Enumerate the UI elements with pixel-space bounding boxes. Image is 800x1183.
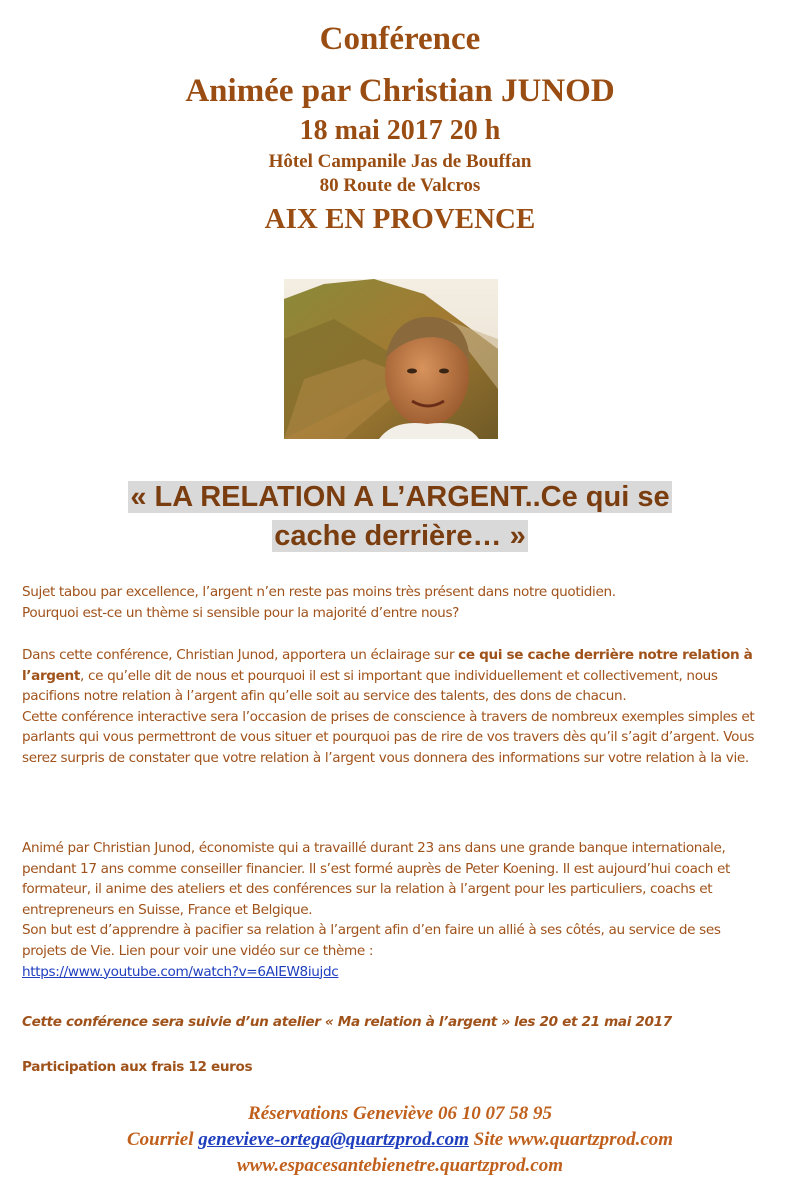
- video-link[interactable]: https://www.youtube.com/watch?v=6AIEW8iujdc: [22, 963, 339, 980]
- site-line: www.espacesantebienetre.quartzprod.com: [237, 1155, 563, 1176]
- description-bold: ce qui se cache derrière notre relation à l’argent: [22, 647, 753, 684]
- intro-line2: Pourquoi est-ce un thème si sensible pour la majorité d’entre nous?: [22, 604, 460, 621]
- description-rest: , ce qu’elle dit de nous et pourquoi il est si important que individuellement et collectivement, nous pacifions notre relation à l’argent afin qu’elle soit au service des talents, des dons de chacun.: [22, 667, 718, 705]
- bio-text: Animé par Christian Junod, économiste qui a travaillé durant 23 ans dans une grande banque internationale, pendant 17 ans comme conseiller financier. Il s’est formé auprès de Peter Koening. Il est aujourd’hui coach et formateur, il anime des ateliers et des conférences sur la relation à l’argent pour les particuliers, coachs et entrepreneurs en Suisse, France et Belgique.: [22, 840, 730, 918]
- event-city: AIX EN PROVENCE: [264, 203, 536, 235]
- main-title: [0, 478, 800, 556]
- intro-line1: Sujet tabou par excellence, l’argent n’en reste pas moins très présent dans notre quotidien.: [22, 584, 616, 600]
- bio-goal: Son but est d’apprendre à pacifier sa relation à l’argent afin d’en faire un allié à ses côtés, au service de ses projets de Vie. Lien pour voir une vidéo sur ce thème :: [22, 922, 721, 959]
- main-title-line2: cache derrière… »: [274, 520, 526, 552]
- reservations-line: Réservations Geneviève 06 10 07 58 95: [248, 1103, 552, 1124]
- description-second: Cette conférence interactive sera l’occasion de prises de conscience à travers de nombreux exemples simples et parlants qui vous permettront de vous situer et pourquoi pas de rire de vos travers dès qu’il s’agit d’argent. Vous serez surpris de constater que votre relation à l’argent vous donnera des informations sur votre relation à la vie.: [22, 708, 755, 766]
- email-link[interactable]: genevieve-ortega@quartzprod.com: [198, 1129, 469, 1150]
- event-address: 80 Route de Valcros: [319, 175, 481, 196]
- workshop-note: Cette conférence sera suivie d’un atelier « Ma relation à l’argent » les 20 et 21 mai 2017: [22, 1014, 672, 1030]
- intro-paragraph: [22, 582, 767, 623]
- contact-line: [0, 1127, 800, 1153]
- heading-conference: Conférence: [319, 21, 481, 57]
- site-label: Site www.quartzprod.com: [468, 1129, 674, 1150]
- event-venue: Hôtel Campanile Jas de Bouffan: [268, 151, 532, 172]
- courriel-label: Courriel: [126, 1129, 199, 1150]
- heading-speaker: Animée par Christian JUNOD: [185, 73, 615, 109]
- bio-paragraph: [22, 838, 767, 982]
- speaker-photo: [284, 279, 498, 439]
- description-paragraph: [22, 645, 767, 769]
- fee-note: Participation aux frais 12 euros: [22, 1059, 253, 1075]
- description-lead: Dans cette conférence, Christian Junod, apportera un éclairage sur: [22, 647, 459, 663]
- main-title-line1: « LA RELATION A L’ARGENT..Ce qui se: [130, 481, 670, 513]
- event-date: 18 mai 2017 20 h: [299, 115, 501, 146]
